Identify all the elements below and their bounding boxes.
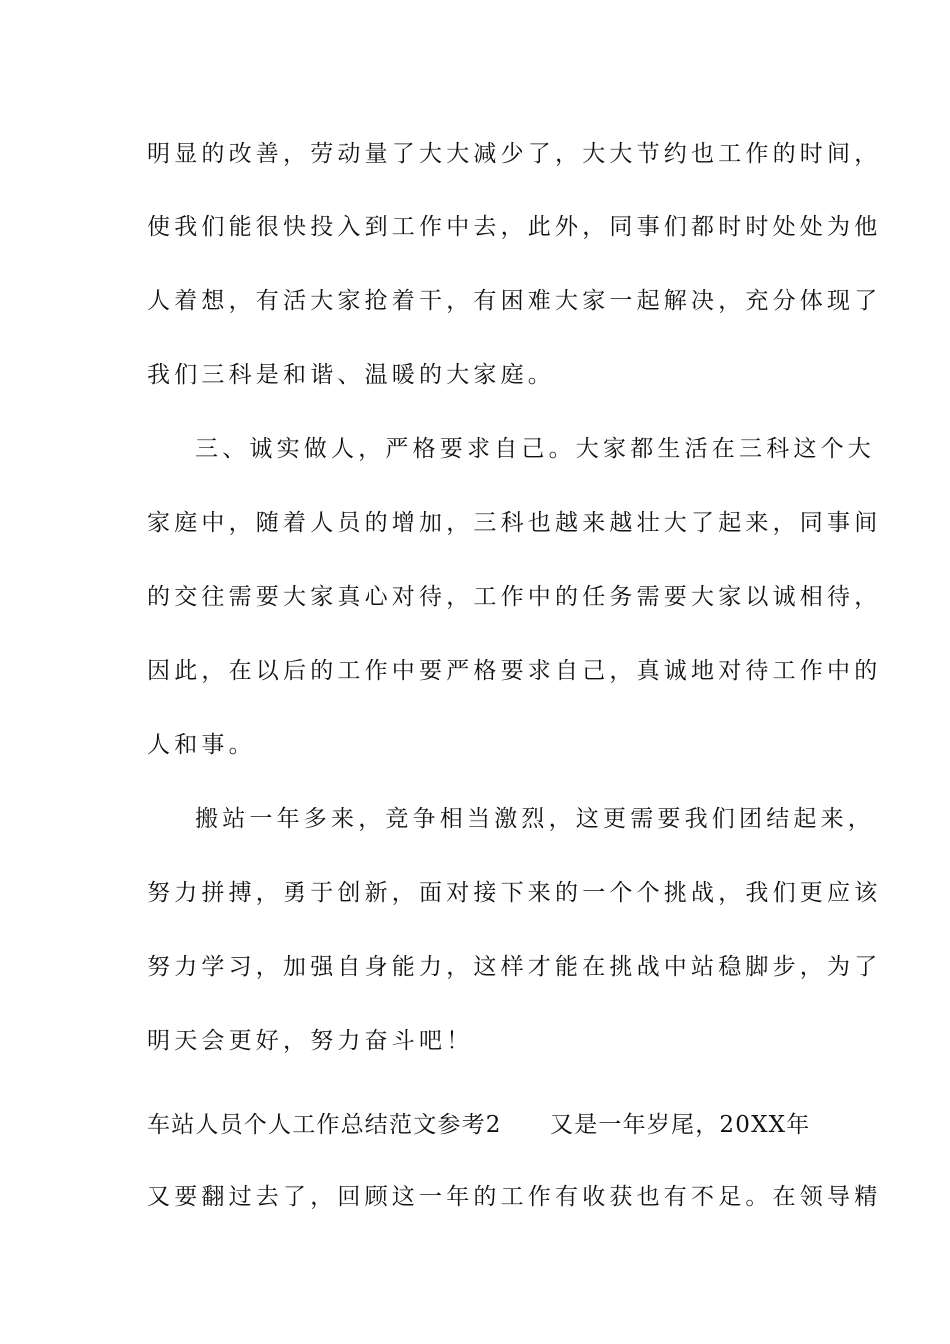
paragraph-line: 因此，在以后的工作中要严格要求自己，真诚地对待工作中的 bbox=[147, 658, 882, 684]
paragraph-line: 人和事。 bbox=[147, 732, 256, 758]
section-heading-line: 车站人员个人工作总结范文参考2 又是一年岁尾，20XX年 bbox=[147, 1112, 811, 1138]
paragraph-line: 又要翻过去了，回顾这一年的工作有收获也有不足。在领导精 bbox=[147, 1184, 882, 1210]
paragraph-line: 搬站一年多来，竞争相当激烈，这更需要我们团结起来， bbox=[195, 806, 875, 832]
paragraph-line: 努力拼搏，勇于创新，面对接下来的一个个挑战，我们更应该 bbox=[147, 880, 882, 906]
paragraph-line: 人着想，有活大家抢着干，有困难大家一起解决，充分体现了 bbox=[147, 288, 882, 314]
paragraph-line: 我们三科是和谐、温暖的大家庭。 bbox=[147, 362, 555, 388]
paragraph-line: 三、诚实做人，严格要求自己。大家都生活在三科这个大 bbox=[195, 436, 875, 462]
paragraph-line: 努力学习，加强自身能力，这样才能在挑战中站稳脚步，为了 bbox=[147, 954, 882, 980]
paragraph-line: 明显的改善，劳动量了大大减少了，大大节约也工作的时间， bbox=[147, 141, 882, 167]
paragraph-line: 明天会更好，努力奋斗吧！ bbox=[147, 1028, 474, 1054]
paragraph-line: 使我们能很快投入到工作中去，此外，同事们都时时处处为他 bbox=[147, 214, 882, 240]
paragraph-line: 的交往需要大家真心对待，工作中的任务需要大家以诚相待， bbox=[147, 584, 882, 610]
paragraph-line: 家庭中，随着人员的增加，三科也越来越壮大了起来，同事间 bbox=[147, 510, 882, 536]
